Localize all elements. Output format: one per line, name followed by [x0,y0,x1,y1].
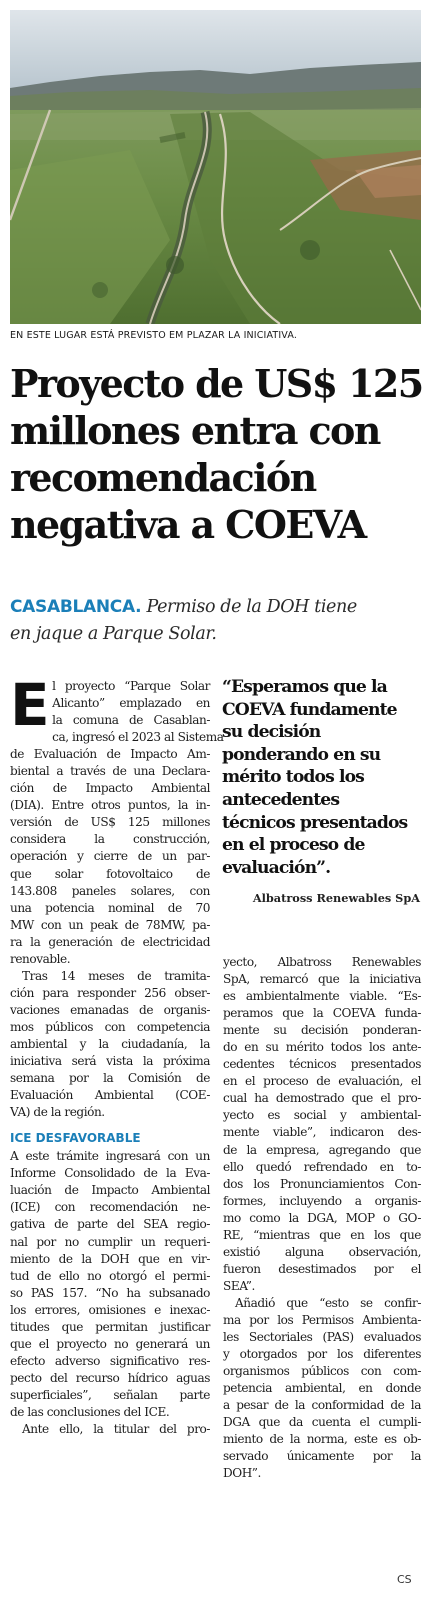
body-line: una potencia nominal de 70 [10,900,210,915]
body-line: a pesar de la conformidad de la [223,1398,421,1413]
drop-cap: E [10,671,50,739]
body-line: MW con un peak de 78MW, pa- [10,917,210,932]
body-line: dos los Pronunciamientos Con- [223,1176,421,1191]
body-line: mos públicos con competencia [10,1019,210,1034]
body-line: organismos públicos con com- [223,1364,421,1379]
body-line: formes, incluyendo a organis- [223,1193,421,1208]
body-line: pecto del recurso hídrico aguas [10,1370,210,1385]
pull-quote-line: antecedentes [222,789,340,810]
body-line: mo como la DGA, MOP o GO- [223,1210,421,1225]
body-line: do en su mérito todos los ante- [223,1040,421,1055]
body-line: existió alguna observación, [223,1244,421,1259]
body-line: nal por no cumplir un requeri- [10,1234,210,1249]
headline-line: Proyecto de US$ 125 [10,361,423,406]
body-line: fueron desestimados por el [223,1261,421,1276]
pull-quote-line: mérito todos los [222,767,364,788]
pull-quote-line: COEVA fundamente [222,699,397,720]
body-line: luación de Impacto Ambiental [10,1183,210,1198]
body-line: (ICE) con recomendación ne- [10,1200,210,1215]
landscape-photo [10,10,421,324]
section-subhead: ICE DESFAVORABLE [10,1131,141,1146]
body-line: considera la construcción, [10,832,210,847]
body-line: gativa de parte del SEA regio- [10,1217,210,1232]
body-line: ción de Impacto Ambiental [10,781,210,796]
body-line: Informe Consolidado de la Eva- [10,1166,210,1181]
article-column-left [10,671,224,1438]
body-line: yecto es social y ambiental- [223,1108,421,1123]
pull-quote-line: evaluación”. [222,857,331,878]
body-line: Añadió que “esto se confir- [235,1295,421,1310]
body-line: vaciones emanadas de organis- [10,1002,210,1017]
body-line: que solar fotovoltaico de [10,866,210,881]
body-line: Tras 14 meses de tramita- [22,968,210,983]
body-line: la comuna de Casablan- [52,713,210,728]
body-line: renovable. [10,951,71,966]
kicker-place: CASABLANCA. [10,597,142,617]
pull-quote-line: en el proceso de [222,835,365,856]
body-line: A este trámite ingresará con un [10,1149,210,1164]
pull-quote [222,676,424,905]
body-line: ello quedó refrendado en to- [223,1159,421,1174]
body-line: Alicanto” emplazado en [52,696,210,711]
body-line: 143.808 paneles solares, con [10,883,210,898]
body-line: de la empresa, agregando que [223,1142,421,1157]
body-line: de Evaluación de Impacto Am- [10,747,210,762]
body-line: yecto, Albatross Renewables [223,955,421,969]
body-line: los errores, omisiones e inexac- [10,1302,210,1317]
body-line: versión de US$ 125 millones [10,815,210,830]
body-line: ra la generación de electricidad [10,934,210,949]
body-line: que el proyecto no generará un [10,1336,210,1351]
body-line: superficiales”, señalan parte [10,1387,210,1402]
body-line: servado únicamente por la [223,1449,421,1464]
pull-quote-line: “Esperamos que la [222,677,387,697]
pull-quote-line: ponderando en su [222,744,381,765]
body-line: mente su decisión ponderan- [223,1023,421,1038]
body-line: Ante ello, la titular del pro- [22,1422,210,1437]
pull-quote-text [222,676,424,879]
body-line: cedentes técnicos presentados [223,1057,421,1072]
body-line: VA) de la región. [10,1105,105,1120]
body-line: biental a través de una Declara- [10,764,210,779]
body-line: ción para responder 256 obser- [10,985,210,1000]
pull-quote-line: su decisión [222,722,321,743]
end-mark: CS [397,1573,412,1586]
body-line: SEA”. [223,1278,255,1293]
headline-line: recomendación [10,455,316,500]
body-line: operación y cierre de un par- [10,849,210,864]
body-line: l proyecto “Parque Solar [52,679,210,693]
body-line: iniciativa será vista la próxima [10,1054,210,1069]
kicker-subtitle: Permiso de la DOH tiene [141,597,357,617]
body-line: ma por los Permisos Ambienta- [223,1312,421,1327]
pull-quote-source: Albatross Renewables SpA [252,891,420,906]
body-line: les Sectoriales (PAS) evaluados [223,1330,421,1345]
body-line: RE, “mientras que en los que [223,1227,421,1242]
kicker-subtitle-line2: en jaque a Parque Solar. [10,624,217,644]
body-line: miento de la DOH que en vir- [10,1251,210,1266]
body-line: y otorgados por los diferentes [223,1347,421,1362]
headline-line: millones entra con [10,408,380,453]
body-line: es ambientalmente viable. “Es- [223,989,421,1004]
body-line: cual ha demostrado que el pro- [223,1091,421,1106]
body-line: titudes que permitan justificar [10,1319,210,1334]
body-line: SpA, remarcó que la iniciativa [223,972,421,987]
body-line: DOH”. [223,1466,261,1481]
body-line: ca, ingresó el 2023 al Sistema [52,730,224,745]
body-line: ambiental y la ciudadanía, la [10,1036,210,1051]
body-line: so PAS 157. “No ha subsanado [10,1285,210,1300]
body-line: tud de ello no otorgó el permi- [10,1268,210,1283]
body-line: Evaluación Ambiental (COE- [10,1088,210,1103]
body-line: miento de la norma, este es ob- [223,1432,421,1447]
body-line: petencia ambiental, en donde [223,1381,421,1396]
body-line: mente viable”, indicaron des- [223,1125,421,1140]
body-line: en el proceso de evaluación, el [223,1074,421,1089]
article-column-right [223,954,421,1482]
body-line: (DIA). Entre otros puntos, la in- [10,798,210,813]
body-line: efecto adverso significativo res- [10,1353,210,1368]
body-line: de las conclusiones del ICE. [10,1404,170,1419]
kicker [10,594,425,648]
body-line: peramos que la COEVA funda- [223,1006,421,1021]
pull-quote-line: técnicos presentados [222,812,408,833]
headline [10,360,425,548]
photo-caption: EN ESTE LUGAR ESTÁ PREVISTO EM PLAZAR LA INICIATIVA. [10,330,297,341]
body-line: semana por la Comisión de [10,1071,210,1086]
headline-line: negativa a COEVA [10,502,366,547]
body-line: DGA que da cuenta el cumpli- [223,1415,421,1430]
